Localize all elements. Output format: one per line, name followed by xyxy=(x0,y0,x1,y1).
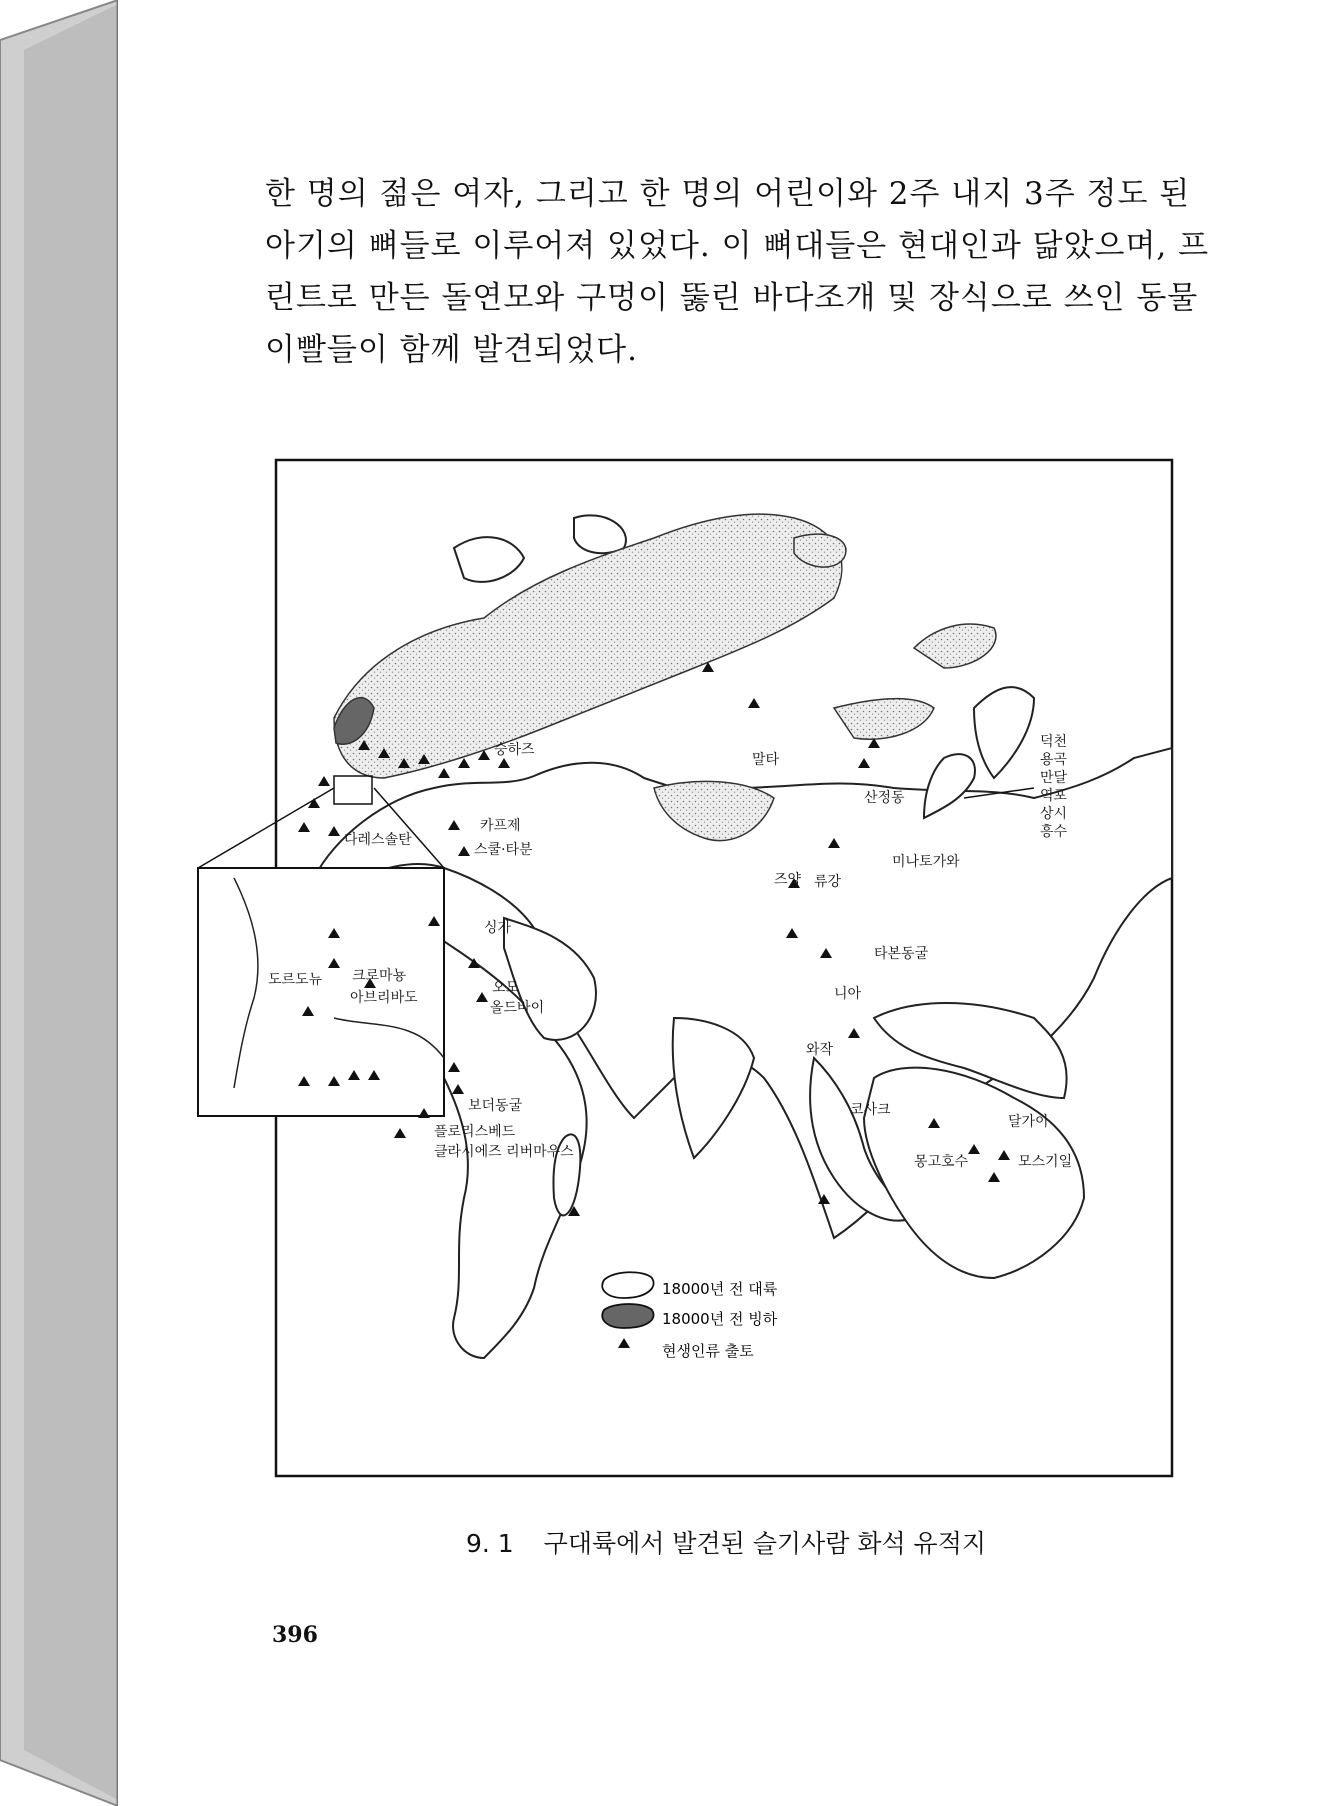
label-korea-site: 흥수 xyxy=(1040,824,1068,840)
legend-land-swatch xyxy=(602,1272,653,1298)
label-korea-site: 용곡 xyxy=(1040,752,1068,768)
figure-number: 9. 1 xyxy=(466,1529,514,1558)
label-omo: 오모 xyxy=(492,980,520,996)
label-olduvai: 올드바이 xyxy=(490,1000,545,1016)
label-dar-es-soltan: 다레스솔탄 xyxy=(344,832,412,848)
figure-caption xyxy=(466,1524,986,1560)
body-line: 린트로 만든 돌연모와 구멍이 뚫린 바다조개 및 장식으로 쓰인 동물 xyxy=(265,280,1199,316)
legend-glacier-swatch xyxy=(602,1304,653,1328)
map-figure xyxy=(268,458,1174,1478)
label-korea-site: 만달 xyxy=(1040,770,1068,786)
label-cro-magnon: 크로마뇽 xyxy=(352,968,407,984)
label-keilor: 달가이 xyxy=(1008,1114,1049,1130)
body-paragraph xyxy=(265,168,1210,376)
label-ziyang: 즈양 xyxy=(774,872,802,888)
label-skhul-tabun: 스쿨·타분 xyxy=(474,842,533,858)
label-wajak: 와작 xyxy=(806,1042,834,1058)
label-kow-swamp-site: 코사크 xyxy=(850,1102,891,1118)
label-mungo: 몽고호수 xyxy=(914,1154,969,1170)
label-border-cave: 보더동굴 xyxy=(468,1098,523,1114)
legend-glacier-label: 18000년 전 빙하 xyxy=(662,1310,778,1328)
figure-title: 구대륙에서 발견된 슬기사람 화석 유적지 xyxy=(543,1529,987,1558)
label-tabon: 타본동굴 xyxy=(874,946,929,962)
label-minatogawa: 미나토가와 xyxy=(892,854,960,870)
legend-land-label: 18000년 전 대륙 xyxy=(662,1280,778,1298)
label-abri-pataud: 아브리바도 xyxy=(350,990,418,1006)
label-kafzeh: 카프제 xyxy=(480,818,521,834)
label-korea-site: 덕천 xyxy=(1040,734,1068,750)
body-line: 이빨들이 함께 발견되었다. xyxy=(265,332,638,368)
label-dordogne: 도르도뉴 xyxy=(268,972,323,988)
label-korea-site: 역포 xyxy=(1040,788,1068,804)
label-niah: 니아 xyxy=(834,986,862,1002)
label-liujiang: 류강 xyxy=(814,874,842,890)
label-korea-site: 상시 xyxy=(1040,806,1068,822)
label-shandingdong: 산정동 xyxy=(864,790,905,806)
page-number: 396 xyxy=(272,1622,318,1648)
label-singa: 싱가 xyxy=(484,920,512,936)
legend-site-label: 현생인류 출토 xyxy=(662,1342,754,1360)
label-malta: 말타 xyxy=(752,752,780,768)
label-mossgiel: 모스기일 xyxy=(1018,1154,1073,1170)
book-spine xyxy=(0,0,120,1806)
body-line: 아기의 뼈들로 이루어져 있었다. 이 뼈대들은 현대인과 닮았으며, 프 xyxy=(265,228,1210,264)
label-sungir: 숭하즈 xyxy=(494,742,535,758)
body-line: 한 명의 젊은 여자, 그리고 한 명의 어린이와 2주 내지 3주 정도 된 xyxy=(265,176,1191,212)
label-florisbad: 플로리스베드 xyxy=(434,1124,516,1140)
map-legend xyxy=(602,1272,777,1360)
label-klasies: 클라시에즈 리버마우스 xyxy=(434,1144,574,1160)
